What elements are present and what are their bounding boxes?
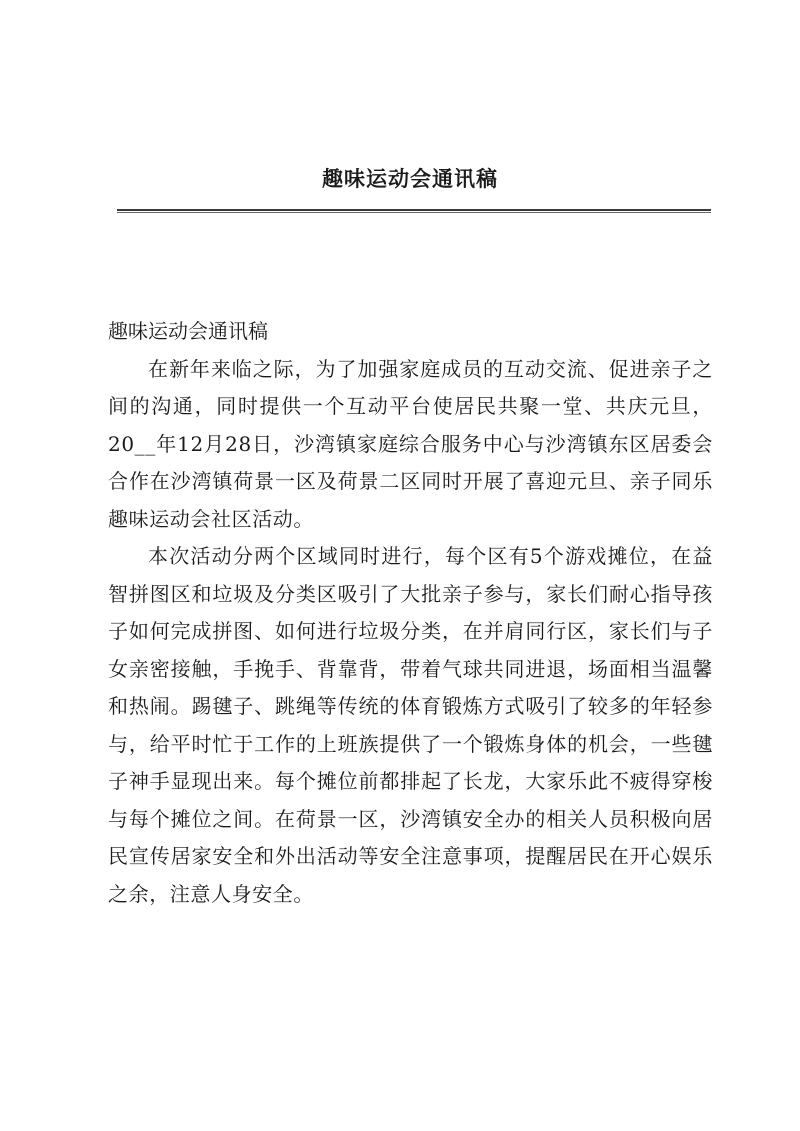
paragraph-2: 本次活动分两个区域同时进行，每个区有5个游戏摊位，在益智拼图区和垃圾及分类区吸引了大批亲子参与，家长们耐心指导孩子如何完成拼图、如何进行垃圾分类，在并肩同行区，家长们与子女亲密接触，手挽手、背靠背，带着气球共同进退，场面相当温馨和热闹。踢毽子、跳绳等传统的体育锻炼方式吸引了较多的年轻参与，给平时忙于工作的上班族提供了一个锻炼身体的机会，一些毽子神手显现出来。每个摊位前都排起了长龙，大家乐此不疲得穿梭与每个摊位之间。在荷景一区，沙湾镇安全办的相关人员积极向居民宣传居家安全和外出活动等安全注意事项，提醒居民在开心娱乐之余，注意人身安全。: [108, 544, 713, 906]
title-divider: [117, 209, 711, 213]
paragraph-1: 在新年来临之际，为了加强家庭成员的互动交流、促进亲子之间的沟通，同时提供一个互动平台使居民共聚一堂、共庆元旦，20__年12月28日，沙湾镇家庭综合服务中心与沙湾镇东区居委会合作在沙湾镇荷景一区及荷景二区同时开展了喜迎元旦、亲子同乐趣味运动会社区活动。: [108, 356, 713, 531]
page-title: 趣味运动会通讯稿: [322, 166, 498, 191]
document-heading: 趣味运动会通讯稿: [108, 319, 268, 343]
document-body: [108, 313, 713, 913]
